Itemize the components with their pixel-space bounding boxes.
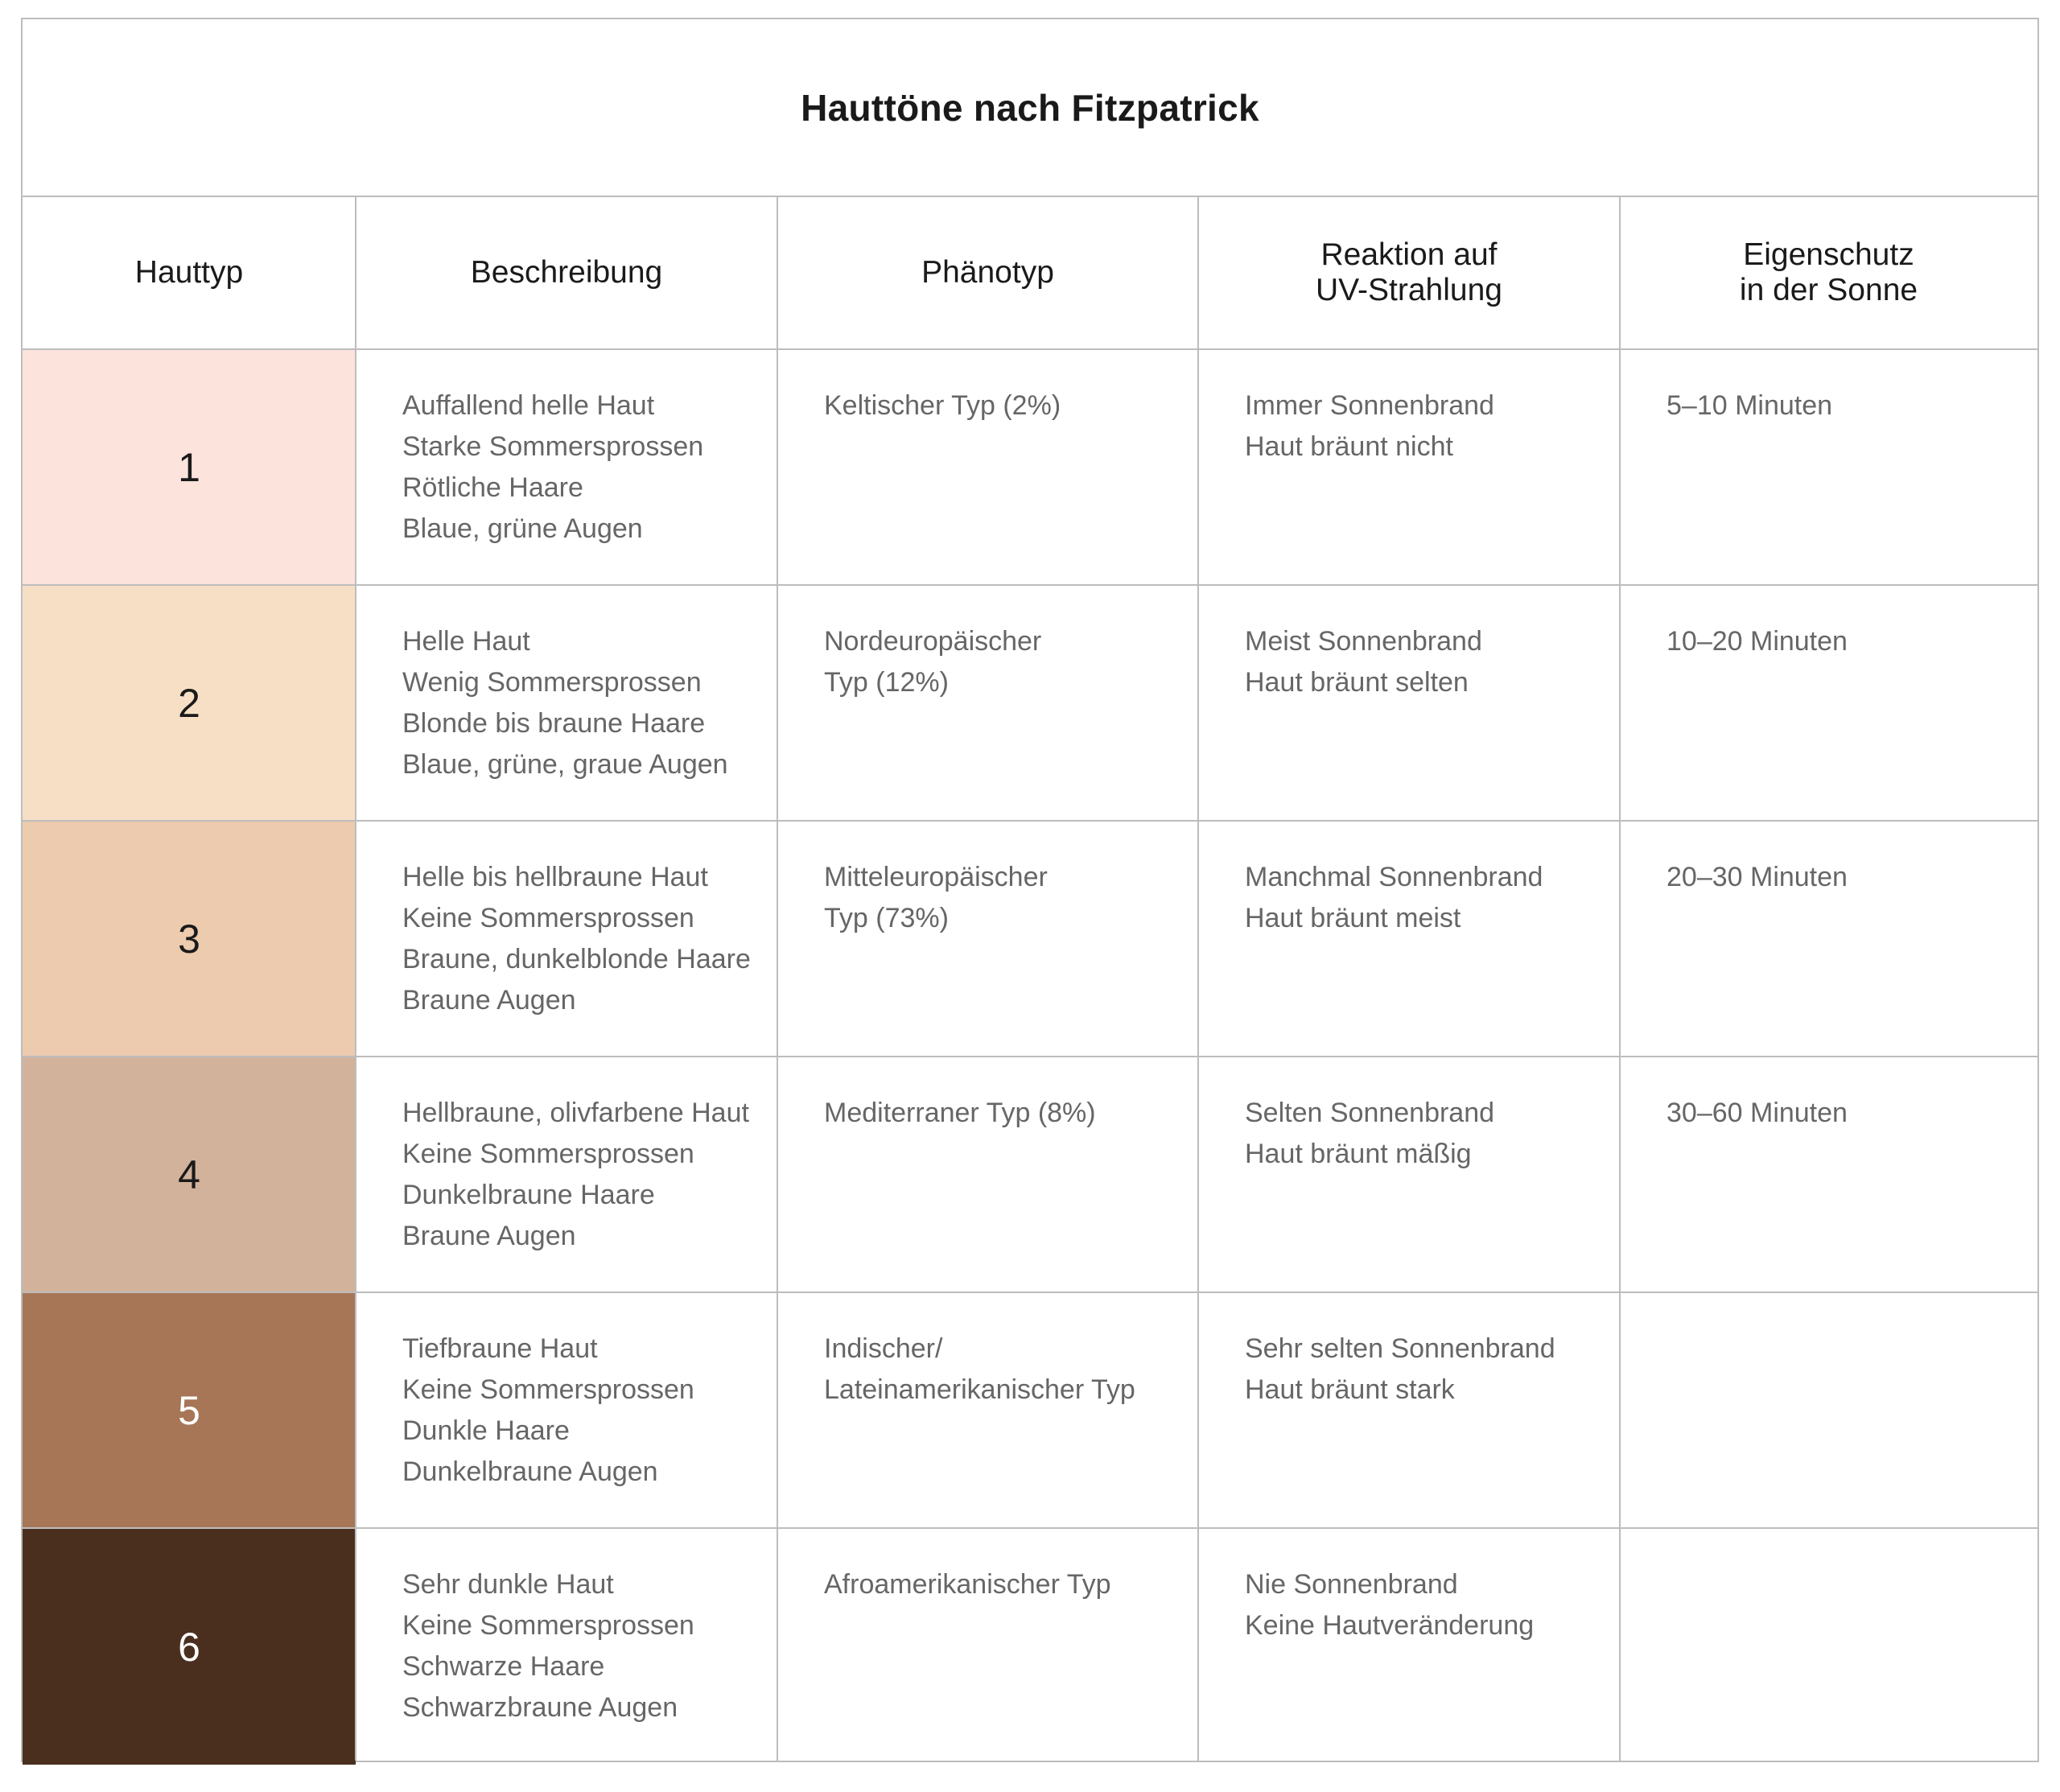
header-hauttyp: Hauttyp — [134, 255, 244, 290]
description-cell-line: Auffallend helle Haut — [402, 390, 655, 421]
phenotype-cell-line: Mitteleuropäischer — [824, 862, 1048, 892]
table-row — [23, 1057, 2037, 1293]
reaction-cell-line: Manchmal Sonnenbrand — [1245, 862, 1543, 892]
protection-cell — [1620, 1057, 2037, 1291]
description-cell — [356, 1057, 777, 1291]
description-cell-line: Wenig Sommersprossen — [402, 667, 702, 698]
description-cell — [356, 1529, 777, 1765]
description-cell — [356, 822, 777, 1056]
reaction-cell — [1198, 822, 1620, 1056]
reaction-cell-line: Nie Sonnenbrand — [1245, 1569, 1458, 1600]
reaction-cell-line: Haut bräunt mäßig — [1245, 1139, 1472, 1169]
table-row — [23, 350, 2037, 586]
table-row — [23, 1293, 2037, 1529]
reaction-cell-line: Haut bräunt stark — [1245, 1374, 1455, 1405]
description-cell-line: Sehr dunkle Haut — [402, 1569, 614, 1600]
table-row — [23, 586, 2037, 822]
skin-type-number: 6 — [178, 1624, 200, 1670]
description-cell-line: Dunkle Haare — [402, 1415, 570, 1446]
reaction-cell-line: Meist Sonnenbrand — [1245, 626, 1482, 657]
fitzpatrick-table — [21, 18, 2039, 1762]
table-row — [23, 822, 2037, 1057]
phenotype-cell-line: Typ (12%) — [824, 667, 949, 698]
reaction-cell-line: Haut bräunt nicht — [1245, 431, 1453, 462]
protection-cell — [1620, 1529, 2037, 1765]
description-cell — [356, 350, 777, 584]
reaction-cell-line: Haut bräunt meist — [1245, 903, 1461, 933]
phenotype-cell-line: Mediterraner Typ (8%) — [824, 1098, 1096, 1128]
phenotype-cell-line: Keltischer Typ (2%) — [824, 390, 1061, 421]
table-body — [23, 350, 2037, 1761]
description-cell-line: Starke Sommersprossen — [402, 431, 704, 462]
protection-cell-line: 10–20 Minuten — [1667, 626, 1848, 657]
description-cell-line: Braune, dunkelblonde Haare — [402, 944, 751, 974]
description-cell-line: Rötliche Haare — [402, 472, 583, 503]
description-cell-line: Blaue, grüne, graue Augen — [402, 749, 728, 780]
title-row — [23, 19, 2037, 197]
reaction-cell — [1198, 1293, 1620, 1527]
protection-cell — [1620, 822, 2037, 1056]
description-cell — [356, 1293, 777, 1527]
description-cell-line: Blonde bis braune Haare — [402, 708, 706, 739]
description-cell-line: Keine Sommersprossen — [402, 903, 694, 933]
description-cell-line: Schwarzbraune Augen — [402, 1692, 678, 1723]
description-cell — [356, 586, 777, 820]
description-cell-line: Helle Haut — [402, 626, 530, 657]
reaction-cell — [1198, 586, 1620, 820]
reaction-cell — [1198, 1529, 1620, 1765]
reaction-cell-line: Selten Sonnenbrand — [1245, 1098, 1495, 1128]
table-title: Hauttöne nach Fitzpatrick — [801, 86, 1259, 129]
description-cell-line: Dunkelbraune Haare — [402, 1180, 655, 1210]
column-divider — [1197, 197, 1199, 1761]
reaction-cell — [1198, 350, 1620, 584]
header-phaenotyp: Phänotyp — [921, 255, 1054, 290]
description-cell-line: Keine Sommersprossen — [402, 1374, 694, 1405]
phenotype-cell-line: Afroamerikanischer Typ — [824, 1569, 1111, 1600]
skin-type-swatch — [23, 1057, 356, 1291]
protection-cell — [1620, 586, 2037, 820]
description-cell-line: Dunkelbraune Augen — [402, 1456, 658, 1487]
skin-type-number: 4 — [178, 1151, 200, 1197]
skin-type-swatch — [23, 586, 356, 820]
header-reaktion: Reaktion auf UV-Strahlung — [1316, 237, 1502, 307]
column-divider — [1619, 197, 1621, 1761]
skin-type-swatch — [23, 1529, 356, 1765]
skin-type-number: 1 — [178, 444, 200, 490]
protection-cell — [1620, 1293, 2037, 1527]
description-cell-line: Braune Augen — [402, 985, 576, 1015]
phenotype-cell-line: Typ (73%) — [824, 903, 949, 933]
reaction-cell-line: Sehr selten Sonnenbrand — [1245, 1333, 1555, 1364]
column-divider — [777, 197, 778, 1761]
column-divider — [355, 197, 356, 1761]
phenotype-cell — [777, 822, 1198, 1056]
protection-cell-line: 30–60 Minuten — [1667, 1098, 1848, 1128]
protection-cell-line: 20–30 Minuten — [1667, 862, 1848, 892]
skin-type-swatch — [23, 1293, 356, 1527]
description-cell-line: Keine Sommersprossen — [402, 1139, 694, 1169]
description-cell-line: Keine Sommersprossen — [402, 1610, 694, 1641]
skin-type-swatch — [23, 822, 356, 1056]
header-eigenschutz: Eigenschutz in der Sonne — [1739, 237, 1918, 307]
protection-cell — [1620, 350, 2037, 584]
description-cell-line: Tiefbraune Haut — [402, 1333, 598, 1364]
description-cell-line: Schwarze Haare — [402, 1651, 605, 1682]
description-cell-line: Braune Augen — [402, 1221, 576, 1251]
phenotype-cell — [777, 350, 1198, 584]
skin-type-number: 5 — [178, 1387, 200, 1433]
phenotype-cell-line: Nordeuropäischer — [824, 626, 1042, 657]
reaction-cell-line: Haut bräunt selten — [1245, 667, 1469, 698]
phenotype-cell — [777, 1057, 1198, 1291]
phenotype-cell-line: Lateinamerikanischer Typ — [824, 1374, 1135, 1405]
phenotype-cell — [777, 1293, 1198, 1527]
header-row — [23, 197, 2037, 350]
header-beschreibung: Beschreibung — [470, 255, 663, 290]
description-cell-line: Blaue, grüne Augen — [402, 513, 643, 544]
phenotype-cell — [777, 586, 1198, 820]
skin-type-swatch — [23, 350, 356, 584]
table-row — [23, 1529, 2037, 1765]
skin-type-number: 2 — [178, 680, 200, 726]
description-cell-line: Helle bis hellbraune Haut — [402, 862, 708, 892]
phenotype-cell — [777, 1529, 1198, 1765]
reaction-cell-line: Keine Hautveränderung — [1245, 1610, 1535, 1641]
reaction-cell — [1198, 1057, 1620, 1291]
phenotype-cell-line: Indischer/ — [824, 1333, 943, 1364]
skin-type-number: 3 — [178, 916, 200, 962]
protection-cell-line: 5–10 Minuten — [1667, 390, 1833, 421]
reaction-cell-line: Immer Sonnenbrand — [1245, 390, 1494, 421]
description-cell-line: Hellbraune, olivfarbene Haut — [402, 1098, 749, 1128]
